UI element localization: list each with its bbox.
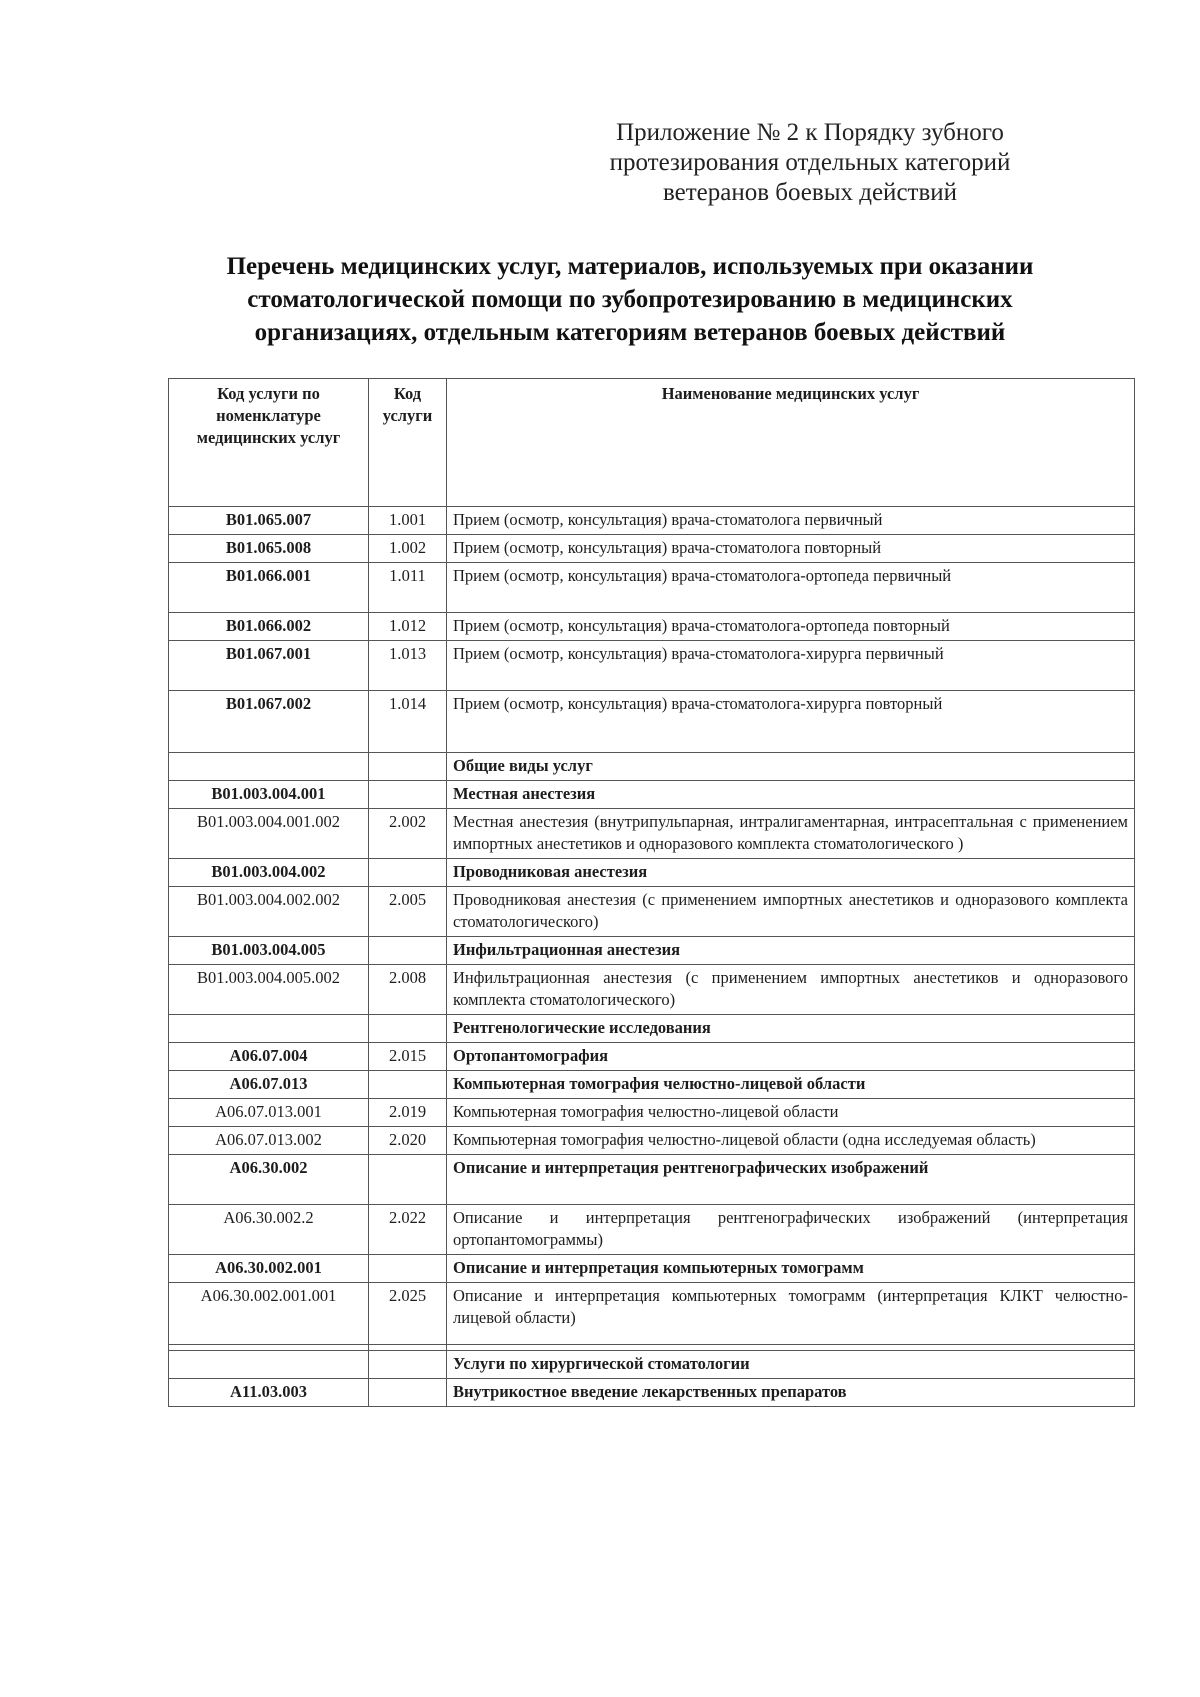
title-line: Перечень медицинских услуг, материалов, используемых при оказании <box>226 253 1034 280</box>
row-service-code <box>369 1015 447 1043</box>
row-service-code: 2.008 <box>369 965 447 1015</box>
row-nomenclature-code: А06.07.004 <box>169 1043 369 1071</box>
row-service-name: Компьютерная томография челюстно-лицевой области <box>447 1071 1135 1099</box>
row-nomenclature-code: В01.003.004.005.002 <box>169 965 369 1015</box>
row-service-code: 1.001 <box>369 507 447 535</box>
row-nomenclature-code: В01.067.001 <box>169 641 369 691</box>
row-service-name: Проводниковая анестезия <box>447 859 1135 887</box>
row-service-name: Проводниковая анестезия (с применением импортных анестетиков и одноразового комплекта стоматологического) <box>447 887 1135 937</box>
row-service-code: 2.019 <box>369 1099 447 1127</box>
table-row <box>169 535 1135 563</box>
table-row <box>169 1071 1135 1099</box>
row-service-name: Местная анестезия (внутрипульпарная, интралигаментарная, интрасептальная с применением импортных анестетиков и одноразового комплекта стоматологического ) <box>447 809 1135 859</box>
row-service-code: 1.012 <box>369 613 447 641</box>
row-service-name: Внутрикостное введение лекарственных препаратов <box>447 1379 1135 1407</box>
row-service-name: Компьютерная томография челюстно-лицевой области (одна исследуемая область) <box>447 1127 1135 1155</box>
services-table <box>168 378 1135 1407</box>
row-service-name: Описание и интерпретация компьютерных томограмм (интерпретация КЛКТ челюстно-лицевой области) <box>447 1283 1135 1345</box>
row-service-name: Услуги по хирургической стоматологии <box>447 1351 1135 1379</box>
table-row <box>169 1127 1135 1155</box>
row-service-code: 2.005 <box>369 887 447 937</box>
header-nomenclature-code: Код услуги по номенклатуре медицинских услуг <box>169 379 369 507</box>
row-service-name: Прием (осмотр, консультация) врача-стоматолога повторный <box>447 535 1135 563</box>
appendix-line: Приложение № 2 к Порядку зубного <box>616 119 1004 146</box>
row-service-name: Прием (осмотр, консультация) врача-стоматолога первичный <box>447 507 1135 535</box>
appendix-line: протезирования отдельных категорий <box>609 149 1011 176</box>
row-service-name: Общие виды услуг <box>447 753 1135 781</box>
row-nomenclature-code: А06.30.002 <box>169 1155 369 1205</box>
table-row <box>169 887 1135 937</box>
table-row <box>169 937 1135 965</box>
table-row <box>169 859 1135 887</box>
row-service-code <box>369 1155 447 1205</box>
row-nomenclature-code: А06.07.013.002 <box>169 1127 369 1155</box>
row-service-name: Описание и интерпретация рентгенографических изображений <box>447 1155 1135 1205</box>
row-service-code <box>369 1071 447 1099</box>
row-nomenclature-code: А06.07.013 <box>169 1071 369 1099</box>
row-service-code: 1.002 <box>369 535 447 563</box>
row-nomenclature-code: В01.065.007 <box>169 507 369 535</box>
row-service-name: Рентгенологические исследования <box>447 1015 1135 1043</box>
row-service-code: 1.011 <box>369 563 447 613</box>
row-service-name: Описание и интерпретация компьютерных томограмм <box>447 1255 1135 1283</box>
row-nomenclature-code: В01.066.002 <box>169 613 369 641</box>
row-service-code <box>369 1379 447 1407</box>
row-service-name: Ортопантомография <box>447 1043 1135 1071</box>
row-nomenclature-code: В01.003.004.001.002 <box>169 809 369 859</box>
row-nomenclature-code <box>169 753 369 781</box>
row-nomenclature-code <box>169 1015 369 1043</box>
title-line: стоматологической помощи по зубопротезированию в медицинских <box>247 286 1013 313</box>
row-service-code <box>369 753 447 781</box>
row-nomenclature-code: В01.066.001 <box>169 563 369 613</box>
row-nomenclature-code: А06.07.013.001 <box>169 1099 369 1127</box>
row-service-code: 2.020 <box>369 1127 447 1155</box>
row-nomenclature-code: А06.30.002.001.001 <box>169 1283 369 1345</box>
row-service-name: Компьютерная томография челюстно-лицевой области <box>447 1099 1135 1127</box>
table-row <box>169 613 1135 641</box>
header-service-name: Наименование медицинских услуг <box>447 379 1135 507</box>
row-nomenclature-code <box>169 1351 369 1379</box>
table-row <box>169 753 1135 781</box>
table-row <box>169 563 1135 613</box>
row-service-code <box>369 859 447 887</box>
row-nomenclature-code: В01.003.004.002.002 <box>169 887 369 937</box>
row-service-name: Местная анестезия <box>447 781 1135 809</box>
row-service-code: 1.014 <box>369 691 447 753</box>
row-service-code: 2.022 <box>369 1205 447 1255</box>
document-title <box>140 250 1120 349</box>
row-service-code <box>369 781 447 809</box>
table-row <box>169 781 1135 809</box>
table-row <box>169 1155 1135 1205</box>
row-nomenclature-code: А06.30.002.001 <box>169 1255 369 1283</box>
row-service-name: Прием (осмотр, консультация) врача-стоматолога-хирурга первичный <box>447 641 1135 691</box>
table-row <box>169 691 1135 753</box>
table-header-row <box>169 379 1135 507</box>
table-row <box>169 507 1135 535</box>
row-nomenclature-code: В01.067.002 <box>169 691 369 753</box>
row-nomenclature-code: А11.03.003 <box>169 1379 369 1407</box>
row-service-code: 2.015 <box>369 1043 447 1071</box>
table-body <box>169 507 1135 1407</box>
table-row <box>169 1255 1135 1283</box>
table-row <box>169 1351 1135 1379</box>
row-service-name: Прием (осмотр, консультация) врача-стоматолога-ортопеда первичный <box>447 563 1135 613</box>
appendix-line: ветеранов боевых действий <box>662 179 958 206</box>
row-service-name: Прием (осмотр, консультация) врача-стоматолога-хирурга повторный <box>447 691 1135 753</box>
row-service-name: Инфильтрационная анестезия <box>447 937 1135 965</box>
row-service-name: Описание и интерпретация рентгенографических изображений (интерпретация ортопантомограммы) <box>447 1205 1135 1255</box>
table-row <box>169 1043 1135 1071</box>
row-service-code <box>369 937 447 965</box>
row-service-code: 2.002 <box>369 809 447 859</box>
row-service-code: 1.013 <box>369 641 447 691</box>
table-row <box>169 1205 1135 1255</box>
row-nomenclature-code: В01.003.004.005 <box>169 937 369 965</box>
table-row <box>169 965 1135 1015</box>
row-nomenclature-code: А06.30.002.2 <box>169 1205 369 1255</box>
row-nomenclature-code: В01.003.004.001 <box>169 781 369 809</box>
table-row <box>169 809 1135 859</box>
row-service-code: 2.025 <box>369 1283 447 1345</box>
row-service-code <box>369 1351 447 1379</box>
row-service-code <box>369 1255 447 1283</box>
row-service-name: Инфильтрационная анестезия (с применением импортных анестетиков и одноразового комплекта стоматологического) <box>447 965 1135 1015</box>
table-row <box>169 641 1135 691</box>
table-row <box>169 1099 1135 1127</box>
row-service-name: Прием (осмотр, консультация) врача-стоматолога-ортопеда повторный <box>447 613 1135 641</box>
table-row <box>169 1379 1135 1407</box>
header-service-code: Код услуги <box>369 379 447 507</box>
table-row <box>169 1015 1135 1043</box>
row-nomenclature-code: В01.065.008 <box>169 535 369 563</box>
title-line: организациях, отдельным категориям ветеранов боевых действий <box>254 319 1006 346</box>
appendix-caption <box>560 118 1060 208</box>
table-row <box>169 1283 1135 1345</box>
row-nomenclature-code: В01.003.004.002 <box>169 859 369 887</box>
